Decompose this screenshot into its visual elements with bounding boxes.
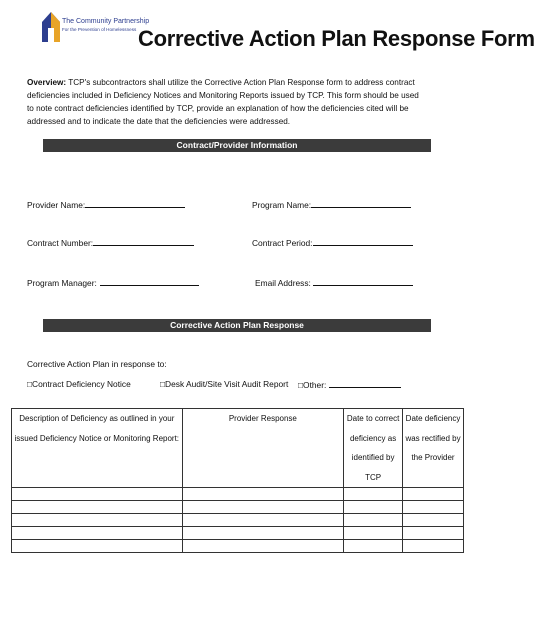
overview-label: Overview: [27, 78, 67, 87]
header-date-to-correct: Date to correct deficiency as identified by TCP [344, 409, 403, 488]
table-cell[interactable] [344, 540, 403, 553]
table-cell[interactable] [12, 501, 183, 514]
table-cell[interactable] [182, 527, 344, 540]
page-title: Corrective Action Plan Response Form [138, 26, 535, 51]
table-cell[interactable] [344, 501, 403, 514]
table-row [12, 501, 464, 514]
provider-name-line[interactable] [85, 199, 185, 208]
table-cell[interactable] [344, 527, 403, 540]
table-cell[interactable] [182, 514, 344, 527]
table-cell[interactable] [403, 540, 464, 553]
table-cell[interactable] [344, 514, 403, 527]
program-name-label: Program Name: [252, 200, 312, 210]
section-header-contract-info: Contract/Provider Information [43, 139, 431, 152]
logo-org-name: The Community Partnership [62, 18, 150, 25]
header-description-of-deficiency: Description of Deficiency as outlined in your issued Deficiency Notice or Monitoring Report: [12, 409, 183, 488]
provider-name-label: Provider Name: [27, 200, 86, 210]
table-row [12, 540, 464, 553]
table-cell[interactable] [403, 527, 464, 540]
provider-name-field[interactable] [27, 199, 185, 210]
checkbox-desk-audit-report[interactable]: □Desk Audit/Site Visit Audit Report [160, 379, 289, 389]
table-cell[interactable] [403, 501, 464, 514]
overview-text: TCP's subcontractors shall utilize the Corrective Action Plan Response form to address contract deficiencies included in Deficiency Notices and Monitoring Reports issued by TCP. This form should be used to note contract deficiencies identified by TCP, provide an explanation of how the deficiencies cited will be addressed and to indicate the date that the deficiencies were addressed. [27, 78, 419, 126]
organization-logo [40, 8, 150, 44]
house-logo-icon [40, 8, 62, 44]
program-manager-label: Program Manager: [27, 278, 97, 288]
program-manager-field[interactable] [27, 277, 199, 288]
section-header-cap-response: Corrective Action Plan Response [43, 319, 431, 332]
email-address-field[interactable] [255, 277, 413, 288]
table-cell[interactable] [12, 488, 183, 501]
checkbox-other[interactable] [298, 379, 401, 390]
table-header-row [12, 409, 464, 488]
table-cell[interactable] [182, 488, 344, 501]
table-cell[interactable] [12, 527, 183, 540]
contract-number-line[interactable] [93, 237, 194, 246]
header-provider-response: Provider Response [182, 409, 344, 488]
program-name-line[interactable] [311, 199, 411, 208]
table-cell[interactable] [344, 488, 403, 501]
email-address-line[interactable] [313, 277, 413, 286]
logo-org-tagline: For the Prevention of Homelessness [62, 27, 137, 32]
table-cell[interactable] [12, 540, 183, 553]
checkbox-other-label: □Other: [298, 380, 327, 390]
table-cell[interactable] [12, 514, 183, 527]
table-row [12, 527, 464, 540]
overview-paragraph [27, 76, 427, 128]
table-cell[interactable] [182, 540, 344, 553]
table-cell[interactable] [182, 501, 344, 514]
other-specify-line[interactable] [329, 379, 401, 388]
table-row [12, 488, 464, 501]
contract-number-field[interactable] [27, 237, 194, 248]
program-name-field[interactable] [252, 199, 411, 210]
cap-intro-text: Corrective Action Plan in response to: [27, 359, 167, 369]
table-row [12, 514, 464, 527]
contract-period-field[interactable] [252, 237, 413, 248]
deficiency-response-table [11, 408, 464, 553]
contract-period-line[interactable] [313, 237, 413, 246]
table-cell[interactable] [403, 514, 464, 527]
email-address-label: Email Address: [255, 278, 311, 288]
table-cell[interactable] [403, 488, 464, 501]
header-date-rectified: Date deficiency was rectified by the Provider [403, 409, 464, 488]
contract-number-label: Contract Number: [27, 238, 94, 248]
checkbox-contract-deficiency-notice[interactable]: □Contract Deficiency Notice [27, 379, 131, 389]
contract-period-label: Contract Period: [252, 238, 313, 248]
program-manager-line[interactable] [100, 277, 199, 286]
